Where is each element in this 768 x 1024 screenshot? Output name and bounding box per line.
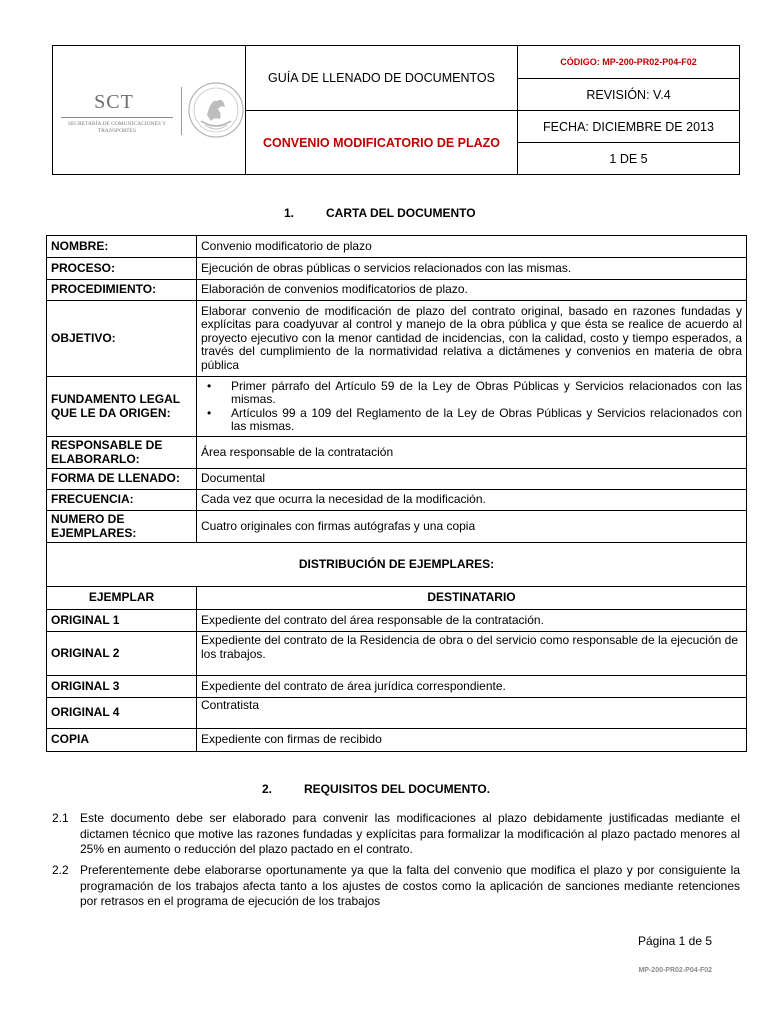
table-row	[47, 280, 747, 301]
proceso-value: Ejecución de obras públicas o servicios relacionados con las mismas.	[197, 258, 747, 280]
table-row	[47, 511, 747, 543]
ejemplar-cell: ORIGINAL 1	[47, 610, 197, 632]
document-date: FECHA: DICIEMBRE DE 2013	[518, 111, 740, 143]
ejemplar-cell: ORIGINAL 3	[47, 676, 197, 698]
column-header-ejemplar: EJEMPLAR	[47, 587, 197, 610]
sct-logo-subtitle: SECRETARÍA DE COMUNICACIONES Y TRANSPORTES	[67, 120, 167, 134]
list-item: • Primer párrafo del Artículo 59 de la Ley de Obras Públicas y Servicios relacionados con las mismas.	[231, 380, 742, 407]
document-revision: REVISIÓN: V.4	[518, 79, 740, 111]
numero-label: NUMERO DE EJEMPLARES:	[47, 511, 197, 543]
requirement-text: Este documento debe ser elaborado para convenir las modificaciones al plazo debidamente justificadas mediante el dictamen técnico que motive las razones fundadas y explícitas para formalizar la modificación al plazo pactado menores al 25% en aumento o reducción del plazo pactado en el contrato.	[80, 811, 740, 856]
table-row	[47, 469, 747, 490]
document-pages: 1 DE 5	[518, 143, 740, 175]
column-header-destinatario: DESTINATARIO	[197, 587, 747, 610]
section-number: 1.	[284, 206, 295, 220]
nombre-value: Convenio modificatorio de plazo	[197, 236, 747, 258]
national-seal-icon	[187, 81, 245, 139]
table-row	[47, 437, 747, 469]
frecuencia-label: FRECUENCIA:	[47, 490, 197, 511]
requirement-text: Preferentemente debe elaborarse oportunamente ya que la falta del convenio que modifica el plazo y por consiguiente la programación de los trabajos afecta tanto a los ajustes de costos como la aplicación de sanciones mediante retenciones por retrasos en el programa de ejecución de los trabajos	[80, 863, 740, 908]
ejemplar-cell: COPIA	[47, 729, 197, 752]
table-row	[47, 676, 747, 698]
section-1-heading	[284, 206, 476, 220]
table-row	[47, 377, 747, 437]
table-row	[47, 258, 747, 280]
forma-label: FORMA DE LLENADO:	[47, 469, 197, 490]
table-row	[47, 632, 747, 676]
sct-logo-text: SCT	[94, 90, 134, 113]
table-row	[47, 301, 747, 377]
document-header	[52, 45, 740, 175]
fundamento-list	[201, 380, 742, 434]
table-row	[47, 587, 747, 610]
requirement-2-1	[52, 811, 740, 858]
table-row	[47, 729, 747, 752]
requirement-number: 2.2	[52, 863, 69, 877]
ejemplar-cell: ORIGINAL 4	[47, 698, 197, 729]
fundamento-value	[197, 377, 747, 437]
requirement-2-2	[52, 863, 740, 910]
table-row	[47, 610, 747, 632]
list-item: • Artículos 99 a 109 del Reglamento de la Ley de Obras Públicas y Servicios relacionados con las mismas.	[231, 407, 742, 434]
frecuencia-value: Cada vez que ocurra la necesidad de la modificación.	[197, 490, 747, 511]
destinatario-cell: Expediente del contrato del área responsable de la contratación.	[197, 610, 747, 632]
ejemplar-cell: ORIGINAL 2	[47, 632, 197, 676]
document-subtitle: CONVENIO MODIFICATORIO DE PLAZO	[246, 111, 518, 175]
numero-value: Cuatro originales con firmas autógrafas y una copia	[197, 511, 747, 543]
footer-code: MP-200-PR02-P04-F02	[638, 967, 712, 974]
distribution-title: DISTRIBUCIÓN DE EJEMPLARES:	[47, 543, 747, 587]
guide-title: GUÍA DE LLENADO DE DOCUMENTOS	[246, 46, 518, 111]
proceso-label: PROCESO:	[47, 258, 197, 280]
responsable-label: RESPONSABLE DE ELABORARLO:	[47, 437, 197, 469]
destinatario-cell: Expediente con firmas de recibido	[197, 729, 747, 752]
document-code: CÓDIGO: MP-200-PR02-P04-F02	[518, 46, 740, 79]
section-title: REQUISITOS DEL DOCUMENTO.	[304, 782, 491, 796]
table-row	[47, 490, 747, 511]
procedimiento-label: PROCEDIMIENTO:	[47, 280, 197, 301]
destinatario-cell: Contratista	[197, 698, 747, 729]
document-card-table	[46, 235, 747, 752]
procedimiento-value: Elaboración de convenios modificatorios de plazo.	[197, 280, 747, 301]
table-row	[47, 236, 747, 258]
responsable-value: Área responsable de la contratación	[197, 437, 747, 469]
objetivo-value: Elaborar convenio de modificación de plazo del contrato original, basado en razones fundadas y explícitas para coadyuvar al control y manejo de la obra pública y que ésta se realice de acuerdo al proyecto ejecutivo con la menor cantidad de incidencias, con la calidad, costo y tiempo esperados, a través del cumplimiento de la normatividad relativa a dictámenes y convenios en materia de obra pública	[197, 301, 747, 377]
nombre-label: NOMBRE:	[47, 236, 197, 258]
logo-separator	[181, 87, 182, 135]
logo-divider	[61, 117, 173, 118]
forma-value: Documental	[197, 469, 747, 490]
section-title: CARTA DEL DOCUMENTO	[326, 206, 476, 220]
fundamento-label: FUNDAMENTO LEGAL QUE LE DA ORIGEN:	[47, 377, 197, 437]
requirement-number: 2.1	[52, 811, 69, 825]
destinatario-cell: Expediente del contrato de área jurídica correspondiente.	[197, 676, 747, 698]
objetivo-label: OBJETIVO:	[47, 301, 197, 377]
logo-cell	[53, 46, 246, 175]
table-row	[47, 543, 747, 587]
page-number: Página 1 de 5	[637, 934, 712, 948]
table-row	[47, 698, 747, 729]
section-2-heading	[262, 782, 490, 796]
section-number: 2.	[262, 782, 273, 796]
destinatario-cell: Expediente del contrato de la Residencia de obra o del servicio como responsable de la ejecución de los trabajos.	[197, 632, 747, 676]
